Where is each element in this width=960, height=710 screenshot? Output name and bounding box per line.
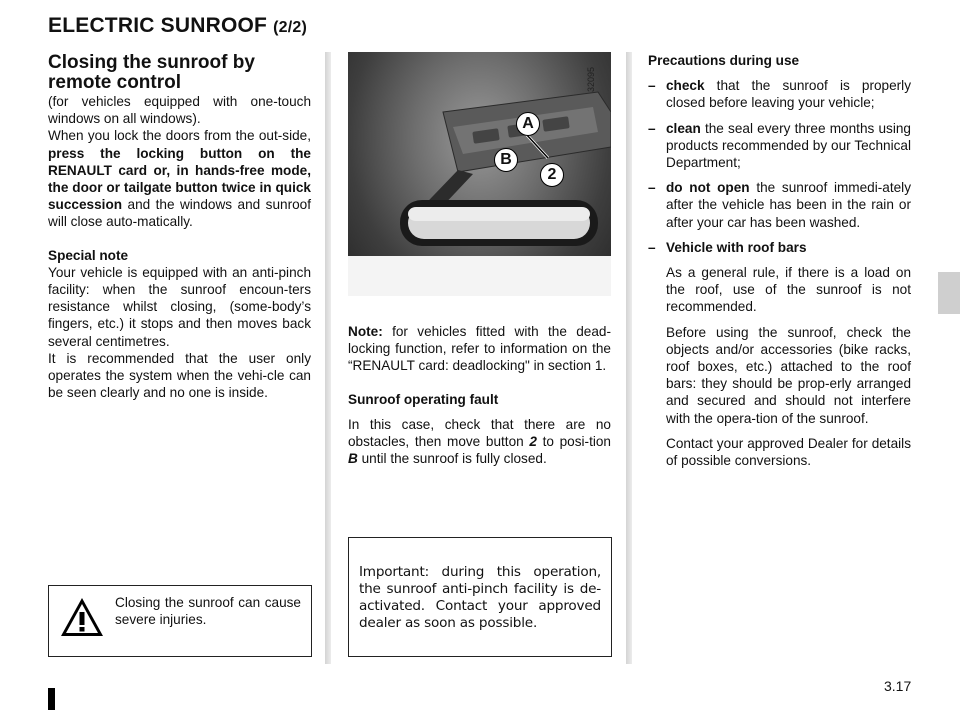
fault-text-2: to posi-tion [542,434,611,450]
list-item-bold: check [666,78,705,94]
callout-b: B [494,148,518,172]
important-box [348,537,612,657]
list-dash: – [648,78,656,94]
note-paragraph [348,323,611,375]
page-number: 3.17 [884,678,912,694]
list-item-bold: clean [666,120,701,136]
special-note-heading: Special note [48,247,129,263]
remote-close-end: and the windows and sunroof will close auto-matically. [48,197,312,230]
warning-text: Closing the sunroof can cause severe injuries. [115,595,301,628]
special-note-p1: Your vehicle is equipped with an anti-pinch facility: when the sunroof encoun-ters resistance whilst closing, (some-body’s fingers, etc.) it stops and then moves back several centimetres. [48,264,311,349]
fault-paragraph [348,416,611,468]
list-item-text: the seal every three months using products recommended by our Technical Department; [666,120,911,171]
roof-bars-p3: Contact your approved Dealer for details of possible conversions. [666,435,911,469]
list-item-text: that the sunroof is properly closed before leaving your vehicle; [666,78,911,111]
remote-close-start: When you lock the doors from the out-side, [48,128,311,144]
note-text: for vehicles fitted with the dead-locking function, refer to information on the “RENAULT card: deadlocking" in section 1. [348,324,611,374]
page-title-suffix: (2/2) [273,19,307,36]
warning-triangle-icon [59,596,105,638]
page-title [48,14,307,38]
list-item-bold: do not open [666,180,750,196]
section-heading-remote [48,53,311,93]
fault-button-ref: 2 [529,434,537,450]
remote-close-bold: press the locking button on the RENAULT card or, in hands-free mode, the door or tailgate button twice in quick succession [48,145,311,213]
sunroof-control-photo [348,52,611,296]
list-dash: – [648,180,656,196]
list-item-bold: Vehicle with roof bars [666,239,807,255]
section-heading-line2: remote control [48,72,182,93]
right-column [648,52,911,477]
sunroof-control-illustration [348,52,611,296]
fault-text-3: until the sunroof is fully closed. [361,451,547,467]
page-corner-mark [48,688,55,710]
list-item-text: the sunroof immedi-ately after the vehicle has been in the rain or after your car has been washed. [666,180,911,230]
section-heading-line1: Closing the sunroof by [48,52,255,73]
list-item [648,239,911,469]
warning-box [48,585,312,657]
precautions-list [648,77,911,469]
roof-bars-p1: As a general rule, if there is a load on the roof, use of the sunroof is not recommended. [666,265,911,315]
column-divider-right [626,52,632,664]
list-dash: – [648,120,656,136]
column-divider-left [325,52,331,664]
left-column [48,53,311,401]
list-item [648,77,911,111]
middle-column [348,323,611,467]
special-note-p2: It is recommended that the user only operates the system when the vehi-cle can be seen clearly and no one is inside. [48,350,311,401]
precautions-heading: Precautions during use [648,53,800,68]
list-item [648,120,911,172]
note-label: Note: [348,324,383,339]
photo-reference-number: 32095 [586,66,596,92]
intro-text: (for vehicles equipped with one-touch windows on all windows). [48,94,311,127]
remote-close-paragraph [48,127,311,230]
list-dash: – [648,239,656,255]
roof-bars-p2: Before using the sunroof, check the objects and/or accessories (bike racks, roof boxes, etc.) attached to the roof bars: they should be prop-erly arranged and secured and should not interfere with the opera-tion of the sunroof. [666,324,911,426]
callout-2: 2 [540,163,564,187]
callout-a: A [516,112,540,136]
fault-heading: Sunroof operating fault [348,391,499,407]
fault-position-ref: B [348,451,358,467]
section-tab-marker [938,272,960,314]
fault-text-1: In this case, check that there are no obstacles, then move button [348,416,611,450]
important-text: Important: during this operation, the sunroof anti-pinch facility is de-activated. Contact your approved dealer as soon as possible. [359,564,601,631]
list-item [648,179,911,231]
page-title-text: ELECTRIC SUNROOF [48,14,268,37]
